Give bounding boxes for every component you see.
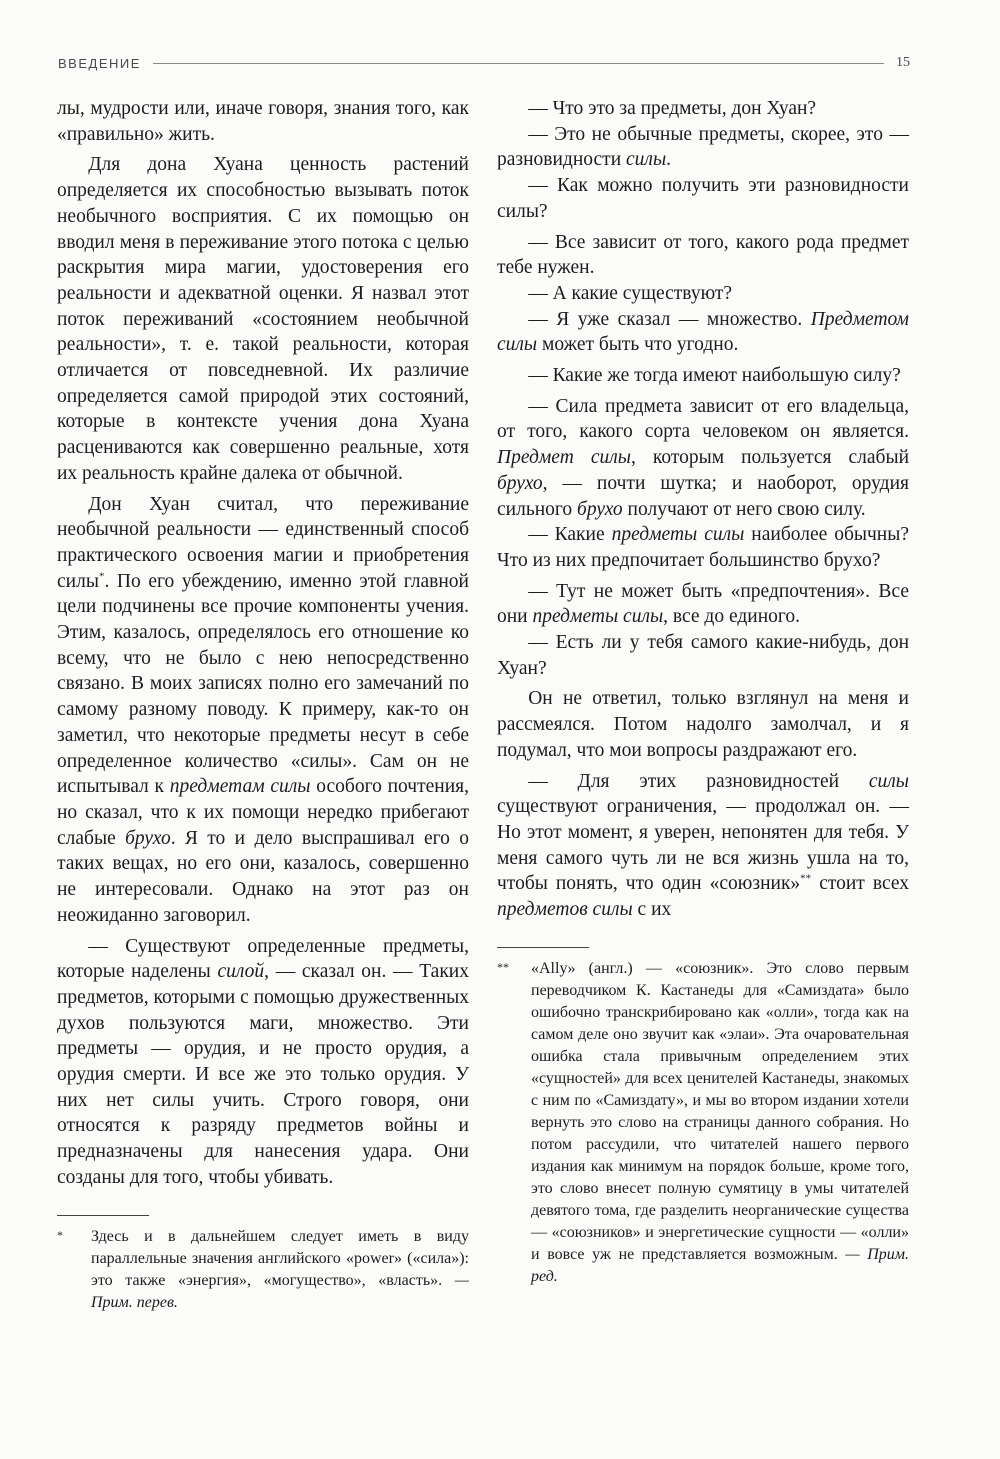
footnote-mark: * [57,1227,63,1242]
paragraph: Дон Хуан считал, что переживание необычной реальности — единственный способ практического освоения магии и приобретения силы*. По его убеждению, именно этой главной цели подчинены все прочие компоненты учения. Этим, казалось, определялось его отношение ко всему, что не было с нею непосредственно связано. В моих записях полно его замечаний по самому разному поводу. К примеру, как-то он заметил, что некоторые предметы несут в себе определенное количество «силы». Сам он не испытывал к предметам силы особого почтения, но сказал, что к их помощи нередко прибегают слабые брухо. Я то и дело выспрашивал его о таких вещах, но его они, казалось, совершенно не интересовали. Однако на этот раз он неожиданно заговорил. [57,493,469,926]
footnote-rule [57,1215,149,1216]
dialogue-line: — Я уже сказал — множество. Предметом силы может быть что угодно. [497,308,909,356]
paragraph: лы, мудрости или, иначе говоря, знания того, как «правильно» жить. [57,98,469,145]
dialogue-line: — Что это за предметы, дон Хуан? [528,98,817,119]
page-number: 15 [896,55,910,70]
header-rule [153,63,884,64]
footnote-mark: ** [497,959,509,974]
dialogue-line: — Какие предметы силы наиболее обычны? Что из них предпочитает большинство брухо? [497,524,910,571]
footnote-ref: ** [800,872,812,885]
dialogue-line: — Это не обычные предметы, скорее, это — разновидности силы. [497,123,909,171]
running-header [58,50,910,76]
chapter-title: ВВЕДЕНИЕ [58,55,141,71]
dialogue-line: — Сила предмета зависит от его владельца, от того, какого сорта человеком он является. Предмет силы, которым пользуется слабый брухо, — почти шутка; и наоборот, орудия сильного брухо получают от него свою силу. [497,395,910,520]
dialogue-line: — А какие существуют? [528,282,733,304]
footnote-ref: * [98,570,105,583]
footnote-rule [497,947,589,948]
footnote: * Здесь и в дальнейшем следует иметь в виду параллельные значения английского «power» («сила»): это также «энергия», «могущество», «власть». — Прим. перев. [57,1226,469,1314]
dialogue-line: — Для этих разновидностей силы существуют ограничения, — продолжал он. — Но этот момент, я уверен, непонятен для тебя. У меня самого чуть ли не вся жизнь ушла на то, чтобы понять, что один «союзник»** стоит всех предметов силы с их [497,770,909,921]
right-column [497,96,909,1288]
dialogue-line: — Есть ли у тебя самого какие-нибудь, дон Хуан? [497,632,909,679]
dialogue-line: — Тут не может быть «предпочтения». Все они предметы силы, все до единого. [497,580,909,628]
paragraph: — Существуют определенные предметы, которые наделены силой, — сказал он. — Таких предметов, которыми с помощью дружественных духов пользуются маги, множество. Эти предметы — орудия, и не просто орудия, а орудия смерти. И все же это только орудия. У них нет силы учить. Строго говоря, они относятся к разряду предметов войны и предназначены для нанесения удара. Они созданы для того, чтобы убивать. [57,935,469,1188]
dialogue-line: — Какие же тогда имеют наибольшую силу? [528,365,901,387]
dialogue-line: — Как можно получить эти разновидности силы? [497,175,909,222]
left-column [57,96,469,1314]
dialogue-line: — Все зависит от того, какого рода предмет тебе нужен. [497,231,909,279]
footnote: ** «Ally» (англ.) — «союзник». Это слово первым переводчиком К. Кастанеды для «Самиздата» было ошибочно транскрибировано как «олли», тогда как на самом деле оно звучит как «элаи». Эта очаровательная ошибка стала привычным определением этих «сущностей» для всех ценителей Кастанеды, знакомых с ним по «Самиздату», и мы во втором издании хотели вернуть это слово на страницы данного собрания. Но потом рассудили, что читателей нашего первого издания как минимум на порядок больше, кроме того, это слово внесет полную сумятицу в умы читателей девятого тома, где разделить неорганические существа — «союзников» и энергетические сущности — «олли» и вовсе уж не представляется возможным. — Прим. ред. [497,958,909,1288]
paragraph: Для дона Хуана ценность растений определяется их способностью вызывать поток необычного восприятия. С их помощью он вводил меня в переживание этого потока с целью раскрытия мира магии, удостоверения его реальности и адекватной оценки. Я назвал этот поток переживаний «состоянием необычной реальности», т. е. такой реальности, которая отличается от повседневной. Их различие определяется самой природой этих состояний, которые в контексте учения дона Хуана расцениваются как совершенно реальные, хотя их реальность крайне далека от обычной. [57,154,469,484]
narration: Он не ответил, только взглянул на меня и рассмеялся. Потом надолго замолчал, и я подумал, что мои вопросы раздражают его. [497,688,909,761]
